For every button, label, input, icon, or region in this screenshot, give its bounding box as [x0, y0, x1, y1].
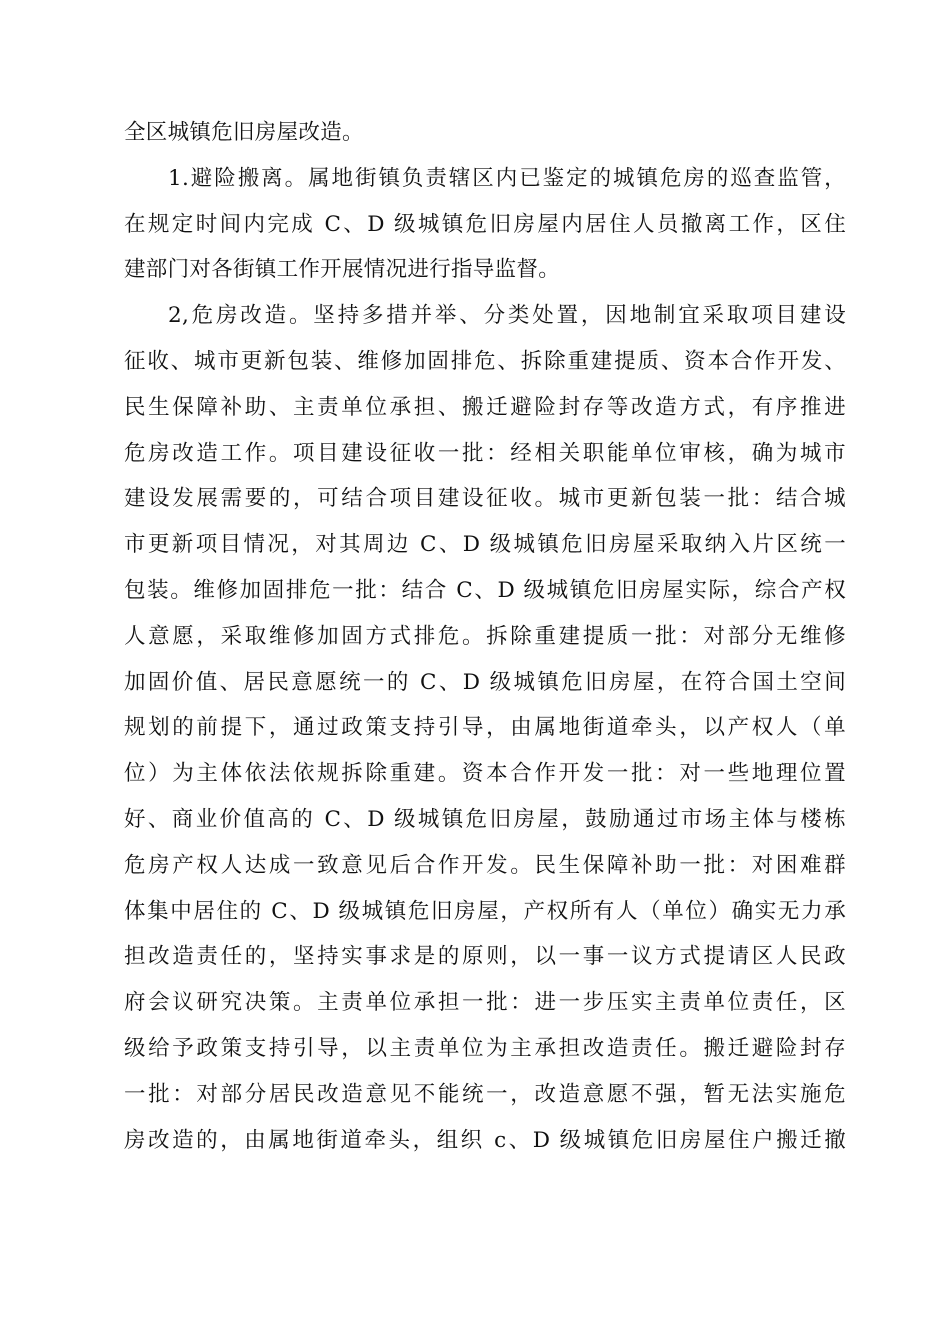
text-line: 规划的前提下，通过政策支持引导，由属地街道牵头，以产权人（单: [124, 715, 846, 741]
text-line: 征收、城市更新包装、维修加固排危、拆除重建提质、资本合作开发、: [124, 348, 846, 374]
text-line: 危房产权人达成一致意见后合作开发。民生保障补助一批：对困难群: [124, 852, 846, 878]
text-line: 担改造责任的，坚持实事求是的原则，以一事一议方式提请区人民政: [124, 944, 846, 970]
paragraph-first-line: 1.避险搬离。属地街镇负责辖区内已鉴定的城镇危房的巡查监管，: [168, 165, 846, 191]
text-line: 一批：对部分居民改造意见不能统一，改造意愿不强，暂无法实施危: [124, 1081, 846, 1107]
text-line: 危房改造工作。项目建设征收一批：经相关职能单位审核，确为城市: [124, 440, 846, 466]
text-line: 好、商业价值高的 C、D 级城镇危旧房屋，鼓励通过市场主体与楼栋: [124, 806, 846, 832]
text-line: 位）为主体依法依规拆除重建。资本合作开发一批：对一些地理位置: [124, 761, 846, 787]
text-line: 人意愿，采取维修加固方式排危。拆除重建提质一批：对部分无维修: [124, 623, 846, 649]
text-line: 全区城镇危旧房屋改造。: [124, 120, 364, 145]
text-line: 建设发展需要的，可结合项目建设征收。城市更新包装一批：结合城: [124, 486, 846, 512]
text-line: 市更新项目情况，对其周边 C、D 级城镇危旧房屋采取纳入片区统一: [124, 532, 846, 558]
text-line: 体集中居住的 C、D 级城镇危旧房屋，产权所有人（单位）确实无力承: [124, 898, 846, 924]
text-line: 包装。维修加固排危一批：结合 C、D 级城镇危旧房屋实际，综合产权: [124, 577, 846, 603]
text-line: 民生保障补助、主责单位承担、搬迁避险封存等改造方式，有序推进: [124, 394, 846, 420]
text-line: 加固价值、居民意愿统一的 C、D 级城镇危旧房屋，在符合国土空间: [124, 669, 846, 695]
text-line: 级给予政策支持引导，以主责单位为主承担改造责任。搬迁避险封存: [124, 1035, 846, 1061]
document-body: [124, 110, 846, 1163]
paragraph-first-line: 2,危房改造。坚持多措并举、分类处置，因地制宜采取项目建设: [168, 303, 846, 329]
text-line: 房改造的，由属地街道牵头，组织 c、D 级城镇危旧房屋住户搬迁撤: [124, 1127, 846, 1153]
text-line: 建部门对各街镇工作开展情况进行指导监督。: [124, 257, 561, 283]
text-line: 府会议研究决策。主责单位承担一批：进一步压实主责单位责任，区: [124, 990, 846, 1016]
text-line: 在规定时间内完成 C、D 级城镇危旧房屋内居住人员撤离工作，区住: [124, 211, 846, 237]
